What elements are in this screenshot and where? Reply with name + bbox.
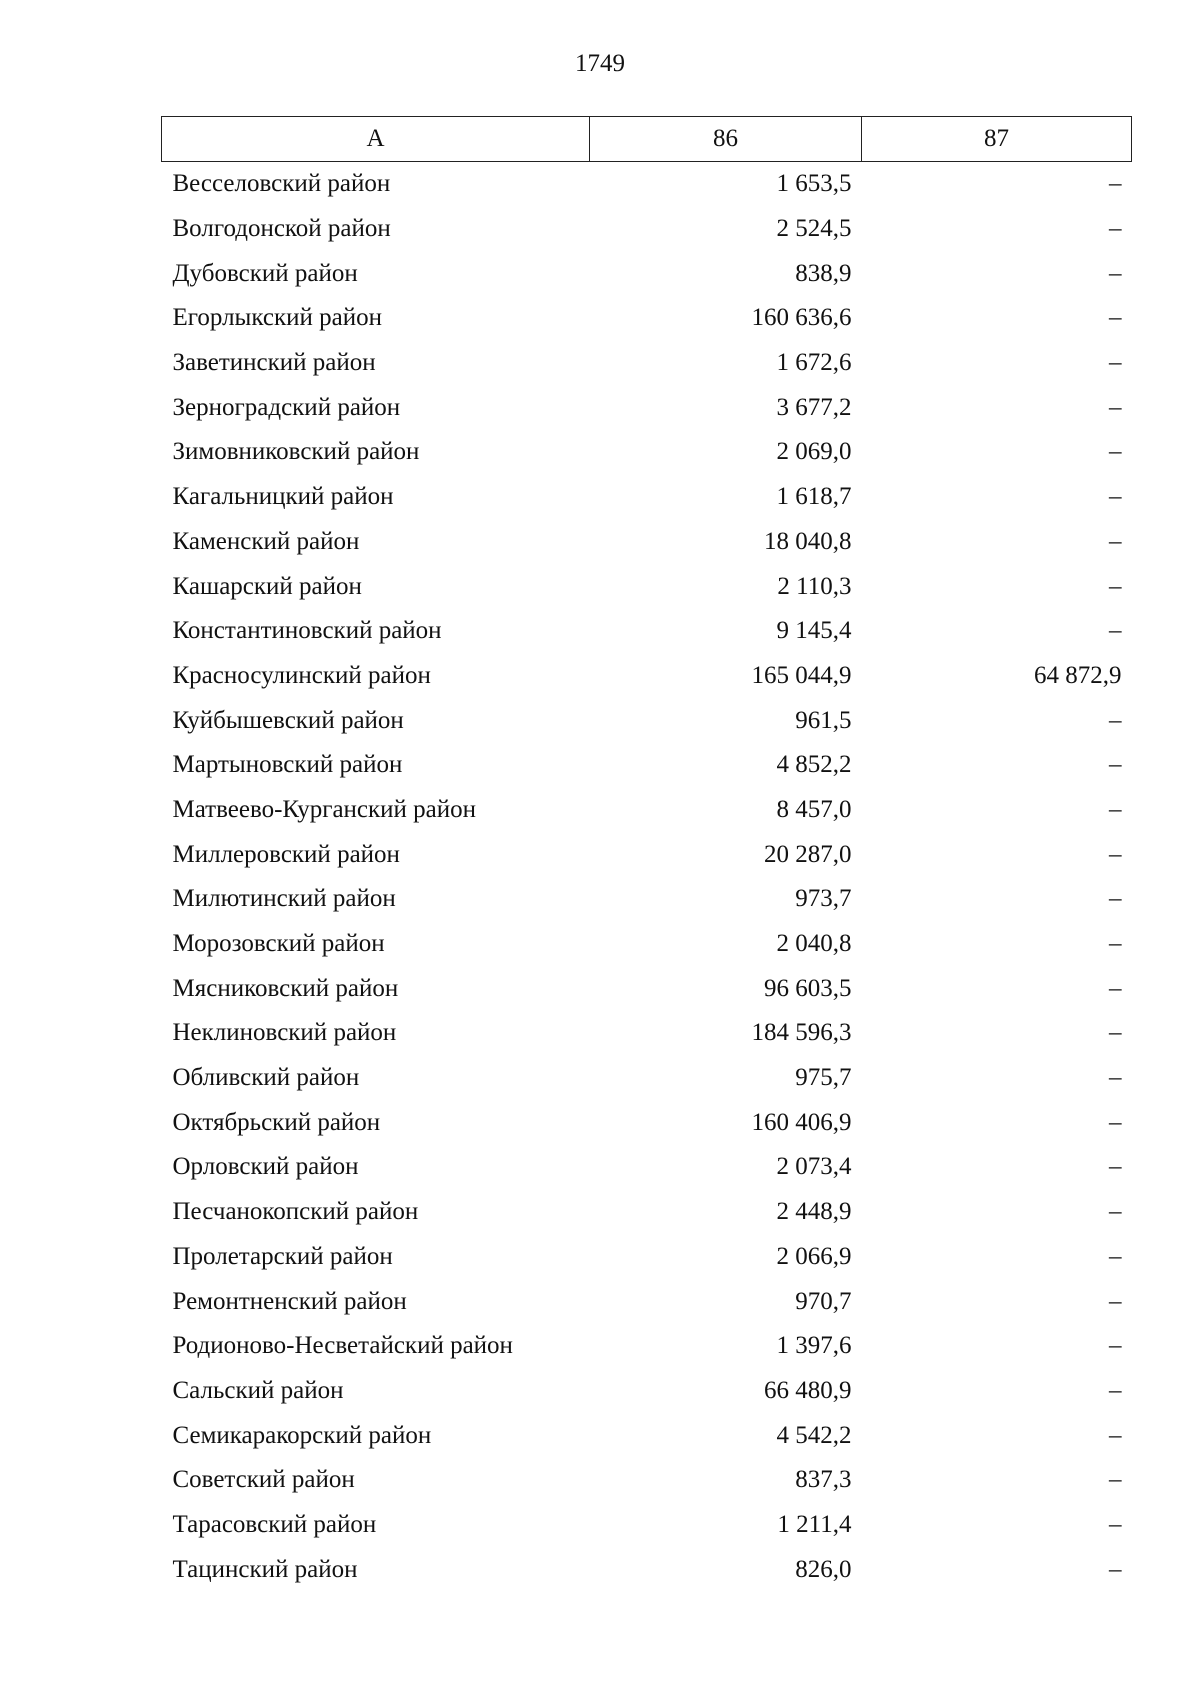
value-87-cell: – — [1109, 1421, 1122, 1449]
table-row — [162, 1369, 1132, 1414]
value-86-cell: 8 457,0 — [776, 795, 852, 823]
district-name-cell: Морозовский район — [172, 930, 385, 958]
value-86-cell: 4 852,2 — [776, 751, 852, 779]
district-name-cell: Матвеево-Курганский район — [172, 795, 477, 823]
data-table — [161, 116, 1132, 1592]
value-86-cell: 1 672,6 — [776, 349, 852, 377]
district-name-cell: Орловский район — [172, 1153, 359, 1181]
value-87-cell: – — [1109, 393, 1122, 421]
district-name-cell: Обливский район — [172, 1064, 360, 1092]
value-87-cell: – — [1109, 1287, 1122, 1315]
value-86-cell: 1 653,5 — [776, 170, 852, 198]
district-name-cell: Октябрьский район — [172, 1108, 381, 1136]
district-name-cell: Песчанокопский район — [172, 1198, 419, 1226]
value-86-cell: 838,9 — [795, 259, 852, 287]
value-86-cell: 961,5 — [795, 706, 852, 734]
district-name-cell: Весселовский район — [172, 170, 391, 198]
district-name-cell: Советский район — [172, 1466, 355, 1494]
value-86-cell: 9 145,4 — [776, 617, 852, 645]
table-row — [162, 1324, 1132, 1369]
value-87-cell: – — [1109, 1555, 1122, 1583]
value-86-cell: 18 040,8 — [764, 527, 852, 555]
value-86-cell: 1 211,4 — [777, 1510, 852, 1538]
value-87-cell: – — [1109, 840, 1122, 868]
table-row — [162, 251, 1132, 296]
table-row — [162, 788, 1132, 833]
district-name-cell: Константиновский район — [172, 617, 442, 645]
value-87-cell: – — [1109, 974, 1122, 1002]
table-row — [162, 162, 1132, 207]
value-87-cell: – — [1109, 1376, 1122, 1404]
table-row — [162, 877, 1132, 922]
table-row — [162, 1100, 1132, 1145]
value-86-cell: 2 069,0 — [776, 438, 852, 466]
header-col-a: А — [162, 117, 590, 162]
district-name-cell: Заветинский район — [172, 349, 376, 377]
district-name-cell: Егорлыкский район — [172, 304, 382, 332]
value-87-cell: – — [1109, 617, 1122, 645]
district-name-cell: Тацинский район — [172, 1555, 358, 1583]
value-86-cell: 2 073,4 — [776, 1153, 852, 1181]
value-87-cell: – — [1109, 304, 1122, 332]
value-86-cell: 4 542,2 — [776, 1421, 852, 1449]
value-86-cell: 970,7 — [795, 1287, 852, 1315]
table-row — [162, 922, 1132, 967]
district-name-cell: Волгодонской район — [172, 215, 391, 243]
value-87-cell: – — [1109, 527, 1122, 555]
value-86-cell: 160 406,9 — [751, 1108, 852, 1136]
table-row — [162, 1503, 1132, 1548]
value-87-cell: – — [1109, 1332, 1122, 1360]
value-86-cell: 1 397,6 — [776, 1332, 852, 1360]
value-87-cell: – — [1109, 1510, 1122, 1538]
table-row — [162, 385, 1132, 430]
table-row — [162, 1413, 1132, 1458]
value-86-cell: 2 524,5 — [776, 215, 852, 243]
table-row — [162, 341, 1132, 386]
value-87-cell: – — [1109, 572, 1122, 600]
value-87-cell: – — [1109, 349, 1122, 377]
table-row — [162, 1011, 1132, 1056]
district-name-cell: Дубовский район — [172, 259, 358, 287]
value-87-cell: – — [1109, 706, 1122, 734]
value-87-cell: – — [1109, 215, 1122, 243]
value-86-cell: 165 044,9 — [751, 661, 852, 689]
value-86-cell: 66 480,9 — [764, 1376, 852, 1404]
value-87-cell: – — [1109, 1064, 1122, 1092]
value-87-cell: – — [1109, 438, 1122, 466]
value-87-cell: – — [1109, 930, 1122, 958]
table-row — [162, 1145, 1132, 1190]
value-87-cell: – — [1109, 483, 1122, 511]
table-row — [162, 698, 1132, 743]
district-name-cell: Каменский район — [172, 527, 360, 555]
value-87-cell: – — [1109, 1198, 1122, 1226]
district-name-cell: Красносулинский район — [172, 661, 431, 689]
table-row — [162, 654, 1132, 699]
table-row — [162, 832, 1132, 877]
district-name-cell: Родионово-Несветайский район — [172, 1332, 513, 1360]
table-row — [162, 1190, 1132, 1235]
district-name-cell: Неклиновский район — [172, 1019, 397, 1047]
table-body — [162, 162, 1132, 1593]
value-87-cell: – — [1109, 1108, 1122, 1136]
value-87-cell: – — [1109, 1242, 1122, 1270]
table-row — [162, 1547, 1132, 1592]
value-86-cell: 2 448,9 — [776, 1198, 852, 1226]
table-row — [162, 475, 1132, 520]
header-row — [162, 117, 1132, 162]
value-86-cell: 975,7 — [795, 1064, 852, 1092]
district-name-cell: Зерноградский район — [172, 393, 401, 421]
table-row — [162, 1279, 1132, 1324]
value-86-cell: 96 603,5 — [764, 974, 852, 1002]
table-row — [162, 1458, 1132, 1503]
value-86-cell: 3 677,2 — [776, 393, 852, 421]
table-row — [162, 1235, 1132, 1280]
district-name-cell: Ремонтненский район — [172, 1287, 407, 1315]
table-row — [162, 296, 1132, 341]
value-86-cell: 2 040,8 — [776, 930, 852, 958]
header-col-86: 86 — [590, 117, 862, 162]
district-name-cell: Милютинский район — [172, 885, 396, 913]
value-87-cell: – — [1109, 1153, 1122, 1181]
district-name-cell: Кашарский район — [172, 572, 362, 600]
district-name-cell: Зимовниковский район — [172, 438, 420, 466]
value-87-cell: – — [1109, 1466, 1122, 1494]
district-name-cell: Тарасовский район — [172, 1510, 377, 1538]
district-name-cell: Куйбышевский район — [172, 706, 404, 734]
value-87-cell: – — [1109, 885, 1122, 913]
table-row — [162, 564, 1132, 609]
district-name-cell: Семикаракорский район — [172, 1421, 432, 1449]
header-col-87: 87 — [862, 117, 1132, 162]
table-row — [162, 743, 1132, 788]
district-name-cell: Кагальницкий район — [172, 483, 394, 511]
value-86-cell: 160 636,6 — [751, 304, 852, 332]
table-row — [162, 1056, 1132, 1101]
value-86-cell: 1 618,7 — [776, 483, 852, 511]
value-86-cell: 2 066,9 — [776, 1242, 852, 1270]
table-row — [162, 430, 1132, 475]
page-number: 1749 — [575, 50, 625, 77]
table-row — [162, 966, 1132, 1011]
district-name-cell: Пролетарский район — [172, 1242, 393, 1270]
value-87-cell: – — [1109, 170, 1122, 198]
value-87-cell: – — [1109, 751, 1122, 779]
district-name-cell: Мартыновский район — [172, 751, 403, 779]
table-row — [162, 207, 1132, 252]
value-86-cell: 973,7 — [795, 885, 852, 913]
table-row — [162, 609, 1132, 654]
value-86-cell: 837,3 — [795, 1466, 852, 1494]
value-86-cell: 20 287,0 — [764, 840, 852, 868]
table-row — [162, 520, 1132, 565]
value-87-cell: 64 872,9 — [1034, 661, 1122, 689]
value-87-cell: – — [1109, 795, 1122, 823]
value-86-cell: 184 596,3 — [751, 1019, 852, 1047]
district-name-cell: Мясниковский район — [172, 974, 399, 1002]
district-name-cell: Миллеровский район — [172, 840, 400, 868]
value-87-cell: – — [1109, 259, 1122, 287]
table-header — [162, 117, 1132, 162]
value-86-cell: 2 110,3 — [777, 572, 852, 600]
value-86-cell: 826,0 — [795, 1555, 852, 1583]
district-name-cell: Сальский район — [172, 1376, 344, 1404]
value-87-cell: – — [1109, 1019, 1122, 1047]
